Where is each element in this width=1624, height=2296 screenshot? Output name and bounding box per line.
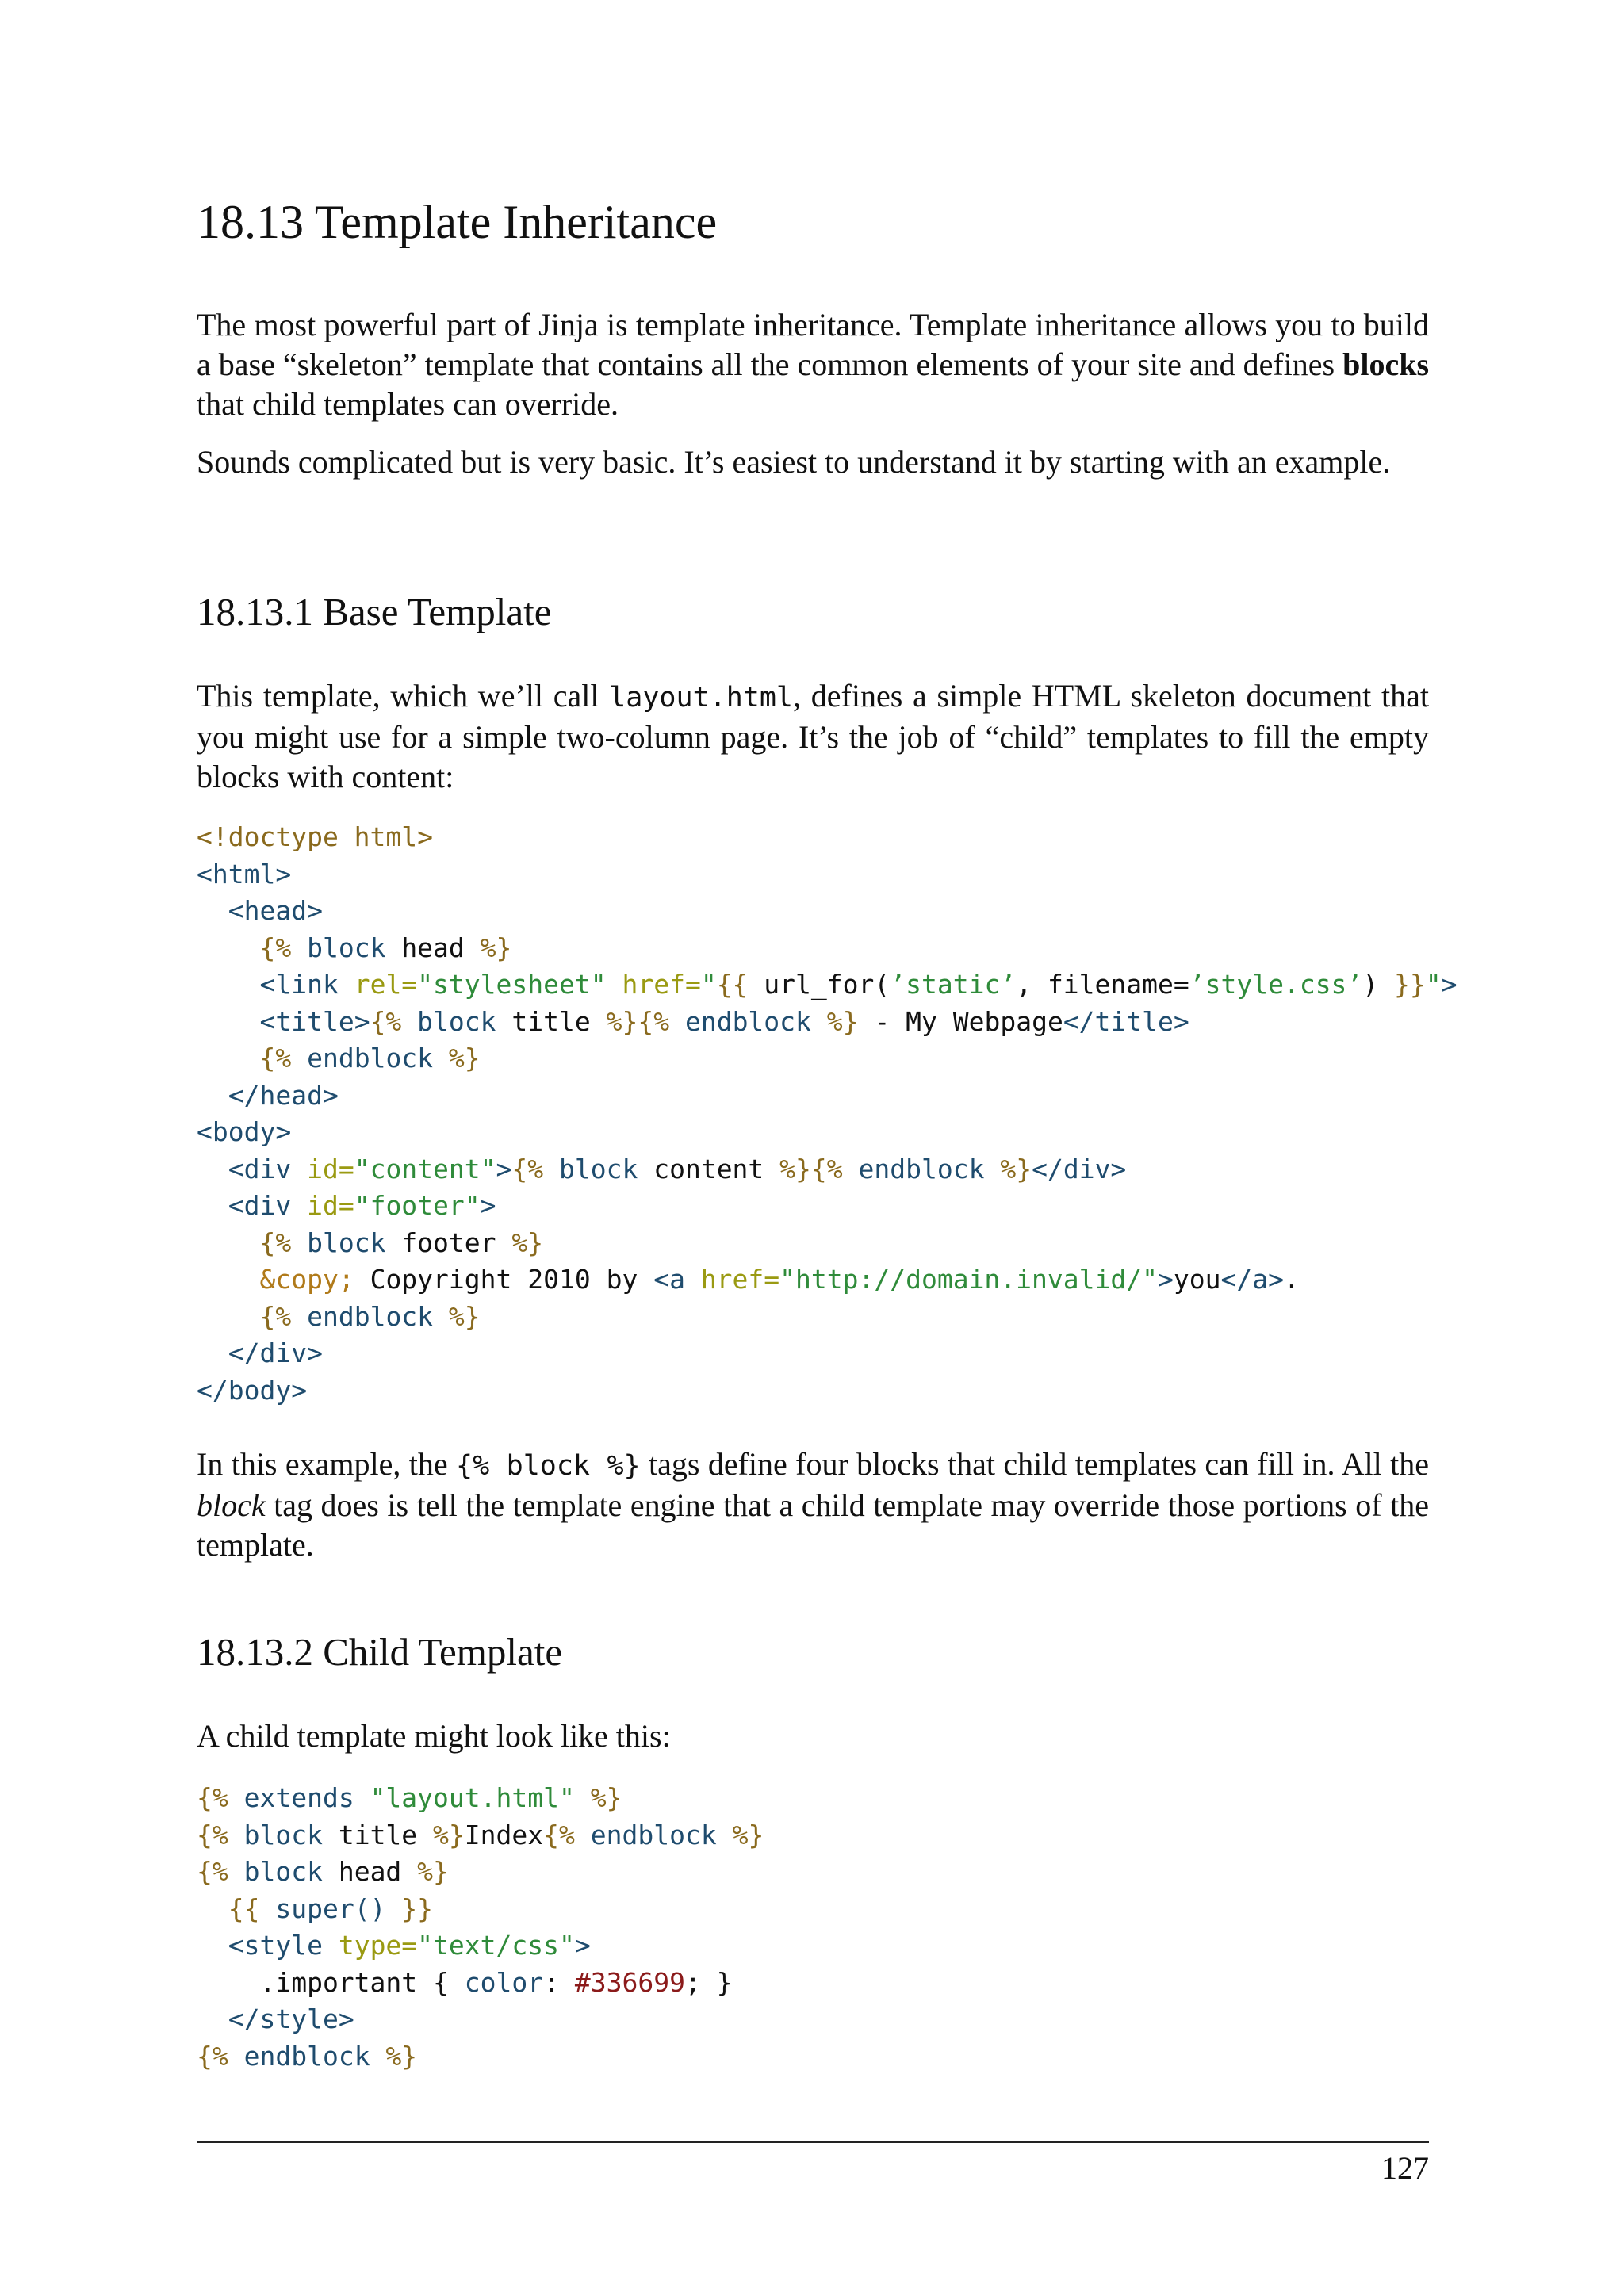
code-line — [197, 893, 1429, 930]
code-token: <div — [228, 1190, 308, 1221]
document-page — [197, 0, 1457, 2296]
child-template-description: A child template might look like this: — [197, 1718, 671, 1754]
code-line — [197, 1854, 1429, 1891]
code-token: block — [401, 1005, 512, 1037]
code-token: {% — [197, 2040, 228, 2072]
code-token: head — [401, 932, 481, 963]
code-token: %} — [826, 1005, 859, 1037]
code-token: {% — [197, 1782, 228, 1813]
code-token: <html> — [197, 858, 292, 890]
code-line — [197, 1151, 1429, 1188]
code-line — [197, 1817, 1429, 1854]
base-template-description — [197, 676, 1429, 797]
code-token: color — [464, 1966, 544, 1998]
code-line — [197, 1965, 1429, 2002]
code-token: {% — [370, 1005, 402, 1037]
code-line — [197, 1114, 1429, 1151]
code-token: <link — [259, 969, 354, 1000]
code-token: "content" — [354, 1153, 496, 1184]
code-token: }} — [1394, 969, 1426, 1000]
code-token: extends — [228, 1782, 370, 1813]
code-token: {{ — [716, 969, 749, 1000]
code-token — [197, 1227, 259, 1258]
code-line — [197, 1261, 1429, 1299]
code-line — [197, 856, 1429, 894]
code-line — [197, 1188, 1429, 1225]
code-line — [197, 1891, 1429, 1928]
code-token — [197, 969, 259, 1000]
code-token: %} — [448, 1043, 481, 1073]
code-line — [197, 1927, 1429, 1965]
code-token: > — [496, 1153, 512, 1184]
code-token: %} — [480, 932, 512, 963]
code-token: <body> — [197, 1116, 292, 1147]
code-line — [197, 819, 1429, 856]
code-token: %} — [511, 1226, 544, 1258]
code-block-base-template — [197, 819, 1457, 1409]
code-token: </title> — [1063, 1005, 1189, 1037]
code-token: &copy; — [259, 1264, 354, 1295]
code-block-child-template — [197, 1780, 1429, 2075]
code-token: "text/css" — [417, 1930, 575, 1961]
code-token: {% — [511, 1153, 544, 1184]
code-token: "stylesheet" — [417, 969, 622, 1000]
code-token: > — [1157, 1264, 1174, 1295]
code-token: id= — [307, 1153, 354, 1184]
code-token: %} — [433, 1819, 465, 1850]
code-token: {{ — [228, 1892, 260, 1924]
code-token — [197, 1301, 259, 1332]
code-line — [197, 1780, 1429, 1817]
code-token: </a> — [1220, 1264, 1284, 1295]
block-explanation-paragraph — [197, 1445, 1429, 1565]
code-token: {% — [259, 1226, 292, 1258]
code-token: "http://domain.invalid/" — [779, 1264, 1158, 1295]
code-token: {% — [543, 1819, 575, 1850]
code-line — [197, 1299, 1429, 1336]
code-token: <style — [228, 1930, 339, 1961]
code-token: . — [1283, 1264, 1300, 1295]
code-token — [197, 2003, 228, 2034]
code-line — [197, 2001, 1429, 2038]
code-token — [197, 1264, 259, 1295]
code-token: {% — [259, 1300, 292, 1332]
code-token: <title> — [259, 1005, 370, 1037]
base-desc-text-a: This template, which we’ll call — [197, 678, 610, 714]
code-token: - My Webpage — [858, 1005, 1063, 1037]
code-line — [197, 930, 1429, 967]
code-token: endblock — [228, 2040, 386, 2072]
code-token: <!doctype html> — [197, 821, 434, 852]
code-token — [197, 1337, 228, 1368]
code-token — [197, 1006, 259, 1037]
code-token: "footer" — [354, 1190, 481, 1221]
code-token: <a — [653, 1264, 701, 1295]
code-token: you — [1173, 1264, 1221, 1295]
code-token: block — [291, 932, 402, 963]
code-token: "layout.html" — [370, 1782, 575, 1813]
code-line — [197, 2038, 1429, 2076]
code-token: " — [1425, 969, 1442, 1000]
page-number: 127 — [1381, 2150, 1429, 2186]
code-token: </div> — [228, 1337, 323, 1368]
intro-text-a: The most powerful part of Jinja is template inheritance. Template inheritance allows you to build a base “skeleton” template that contains all the common elements of your site and defines — [197, 307, 1429, 382]
code-line — [197, 1040, 1429, 1077]
inline-code-layout-html: layout.html — [609, 682, 794, 714]
inline-code-block-tag: {% block %} — [456, 1450, 641, 1482]
code-token: %} — [574, 1782, 622, 1813]
code-token: url_for( — [748, 969, 891, 1000]
subsection-heading-child-template: 18.13.2 Child Template — [197, 1630, 563, 1674]
explanation-text-a: In this example, the — [197, 1446, 457, 1482]
code-token: <div — [228, 1153, 308, 1184]
code-token: %} — [385, 2040, 418, 2072]
code-token — [197, 1080, 228, 1111]
explanation-text-b: tags define four blocks that child templates can fill in. All the — [640, 1446, 1430, 1482]
code-token: <head> — [228, 895, 323, 926]
code-token: " — [700, 969, 717, 1000]
code-token: endblock — [842, 1153, 1001, 1184]
code-line — [197, 1372, 1429, 1410]
italic-block-word: block — [197, 1487, 266, 1523]
intro-bold-blocks: blocks — [1342, 346, 1430, 382]
code-token: , filename= — [1016, 969, 1189, 1000]
code-line — [197, 1335, 1429, 1372]
section-heading: 18.13 Template Inheritance — [197, 196, 718, 248]
intro-text-b: that child templates can override. — [197, 386, 619, 422]
code-token: Index — [464, 1819, 544, 1850]
code-token: %} — [1000, 1153, 1032, 1184]
code-token: </body> — [197, 1374, 308, 1406]
intro-paragraph-2: Sounds complicated but is very basic. It’s easiest to understand it by starting with an example. — [197, 444, 1391, 480]
code-token: Copyright 2010 by — [354, 1264, 654, 1295]
code-token: %}{% — [779, 1153, 843, 1184]
code-token: {% — [197, 1819, 228, 1850]
code-line — [197, 1004, 1429, 1041]
code-token: </head> — [228, 1079, 339, 1111]
code-token: content — [653, 1153, 780, 1184]
intro-paragraph-1 — [197, 305, 1429, 424]
code-token: rel= — [354, 969, 418, 1000]
code-token: .important { — [197, 1966, 465, 1998]
code-line — [197, 1225, 1429, 1262]
code-token: ; } — [684, 1966, 733, 1998]
code-token: #336699 — [574, 1966, 685, 1998]
code-token: > — [1441, 969, 1457, 1000]
code-token: %} — [448, 1300, 481, 1332]
code-token: </div> — [1032, 1153, 1127, 1184]
code-token: {% — [197, 1856, 228, 1887]
code-token: ) — [1362, 969, 1395, 1000]
code-token: block — [543, 1153, 654, 1184]
code-token: > — [574, 1930, 591, 1961]
code-token: href= — [700, 1264, 780, 1295]
code-token: super() — [259, 1892, 402, 1924]
subsection-heading-base-template: 18.13.1 Base Template — [197, 590, 552, 633]
code-token: {% — [259, 1043, 292, 1073]
code-token: title — [338, 1819, 434, 1850]
code-token: </style> — [228, 2003, 354, 2034]
code-token: {% — [259, 932, 292, 963]
code-token: title — [511, 1005, 607, 1037]
code-token: endblock — [291, 1043, 449, 1073]
code-token: ’static’ — [890, 969, 1017, 1000]
code-token — [197, 1930, 228, 1961]
code-token: href= — [622, 969, 701, 1000]
code-token: block — [228, 1819, 339, 1850]
code-token — [197, 895, 228, 926]
footer-rule — [197, 2141, 1429, 2143]
code-token: }} — [401, 1892, 434, 1924]
code-token: footer — [401, 1226, 512, 1258]
code-token: > — [480, 1190, 496, 1221]
code-token: ’style.css’ — [1189, 969, 1363, 1000]
code-token: id= — [307, 1190, 354, 1221]
code-token: block — [291, 1226, 402, 1258]
code-token: block — [228, 1856, 339, 1887]
code-token: endblock — [669, 1005, 827, 1037]
code-token: endblock — [574, 1819, 733, 1850]
code-token — [197, 1043, 259, 1073]
code-token: type= — [338, 1930, 418, 1961]
code-token: head — [338, 1856, 418, 1887]
code-line — [197, 966, 1457, 1004]
code-token — [197, 1190, 228, 1221]
code-token — [197, 1893, 228, 1924]
code-token: endblock — [291, 1300, 449, 1332]
code-token: %}{% — [606, 1005, 670, 1037]
code-token: %} — [732, 1819, 764, 1850]
code-token — [197, 1154, 228, 1184]
code-token — [197, 932, 259, 963]
code-token: %} — [417, 1856, 449, 1887]
code-token: : — [543, 1966, 575, 1998]
code-line — [197, 1077, 1429, 1115]
explanation-text-c: tag does is tell the template engine that a child template may override those portions of the template. — [197, 1487, 1429, 1563]
base-desc-text-b: , defines a simple HTML skeleton document that you might use for a simple two-column page. It’s the job of “child” templates to fill the empty blocks with content: — [197, 678, 1429, 794]
